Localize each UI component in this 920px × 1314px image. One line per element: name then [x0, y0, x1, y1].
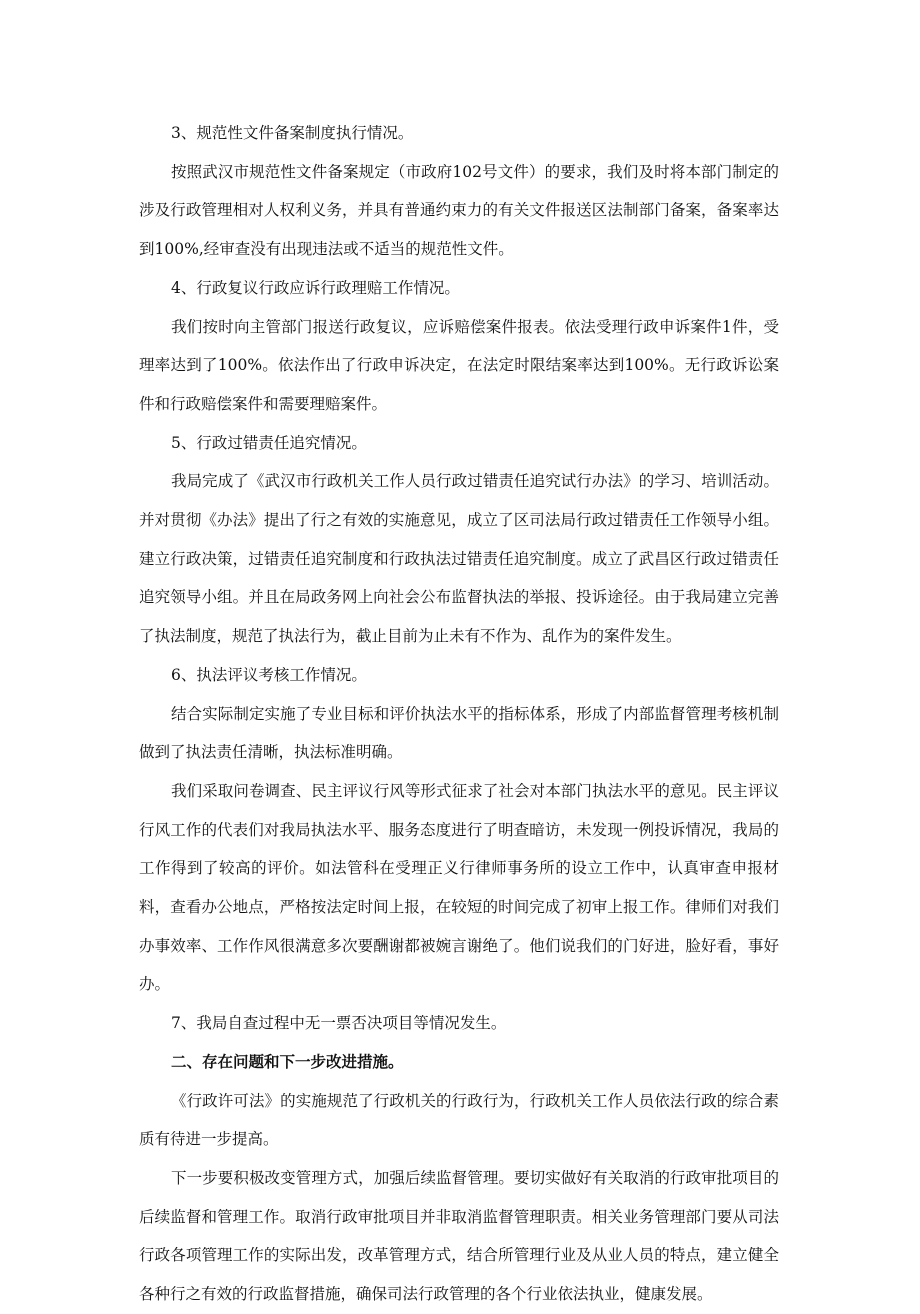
section-heading-3: 3、规范性文件备案制度执行情况。	[171, 124, 414, 142]
document-body	[139, 114, 779, 1314]
chapter-heading-problems: 二、存在问题和下一步改进措施。	[171, 1051, 404, 1071]
section-heading-7: 7、我局自查过程中无一票否决项目等情况发生。	[171, 1014, 507, 1033]
paragraph-fault-accountability: 我局完成了《武汉市行政机关工作人员行政过错责任追究试行办法》的学习、培训活动。并对贯彻《办法》提出了行之有效的实施意见，成立了区司法局行政过错责任工作领导小组。建立行政决策，过错责任追究制度和行政执法过错责任追究制度。成立了武昌区行政过错责任追究领导小组。并且在局政务网上向社会公布监督执法的举报、投诉途径。由于我局建立完善了执法制度，规范了执法行为，截止目前为止未有不作为、乱作为的案件发生。	[139, 472, 779, 646]
paragraph-next-steps: 下一步要积极改变管理方式，加强后续监督管理。要切实做好有关取消的行政审批项目的后续监督和管理工作。取消行政审批项目并非取消监督管理职责。相关业务管理部门要从司法行政各项管理工作的实际出发，改革管理方式，结合所管理行业及从业人员的特点，建立健全各种行之有效的行政监督措施，确保司法行政管理的各个行业依法执业，健康发展。	[139, 1168, 779, 1304]
paragraph-public-opinion: 我们采取问卷调查、民主评议行风等形式征求了社会对本部门执法水平的意见。民主评议行风工作的代表们对我局执法水平、服务态度进行了明查暗访，未发现一例投诉情况，我局的工作得到了较高的评价。如法管科在受理正义行律师事务所的设立工作中，认真审查申报材料，查看办公地点，严格按法定时间上报，在较短的时间完成了初审上报工作。律师们对我们办事效率、工作作风很满意多次要酬谢都被婉言谢绝了。他们说我们的门好进，脸好看，事好办。	[139, 781, 779, 994]
paragraph-evaluation-system: 结合实际制定实施了专业目标和评价执法水平的指标体系，形成了内部监督管理考核机制做到了执法责任清晰，执法标准明确。	[139, 704, 779, 762]
section-heading-5: 5、行政过错责任追究情况。	[171, 433, 367, 452]
paragraph-filing-system: 按照武汉市规范性文件备案规定（市政府102号文件）的要求，我们及时将本部门制定的涉及行政管理相对人权利义务，并具有普通约束力的有关文件报送区法制部门备案，备案率达到100%,经审查没有出现违法或不适当的规范性文件。	[139, 162, 779, 259]
section-heading-6: 6、执法评议考核工作情况。	[171, 665, 367, 684]
paragraph-licensing-law: 《行政许可法》的实施规范了行政机关的行政行为，行政机关工作人员依法行政的综合素质有待进一步提高。	[139, 1091, 779, 1149]
section-heading-4: 4、行政复议行政应诉行政理赔工作情况。	[171, 278, 460, 297]
paragraph-administrative-review: 我们按时向主管部门报送行政复议，应诉赔偿案件报表。依法受理行政申诉案件1件，受理率达到了100%。依法作出了行政申诉决定，在法定时限结案率达到100%。无行政诉讼案件和行政赔偿案件和需要理赔案件。	[139, 317, 779, 413]
